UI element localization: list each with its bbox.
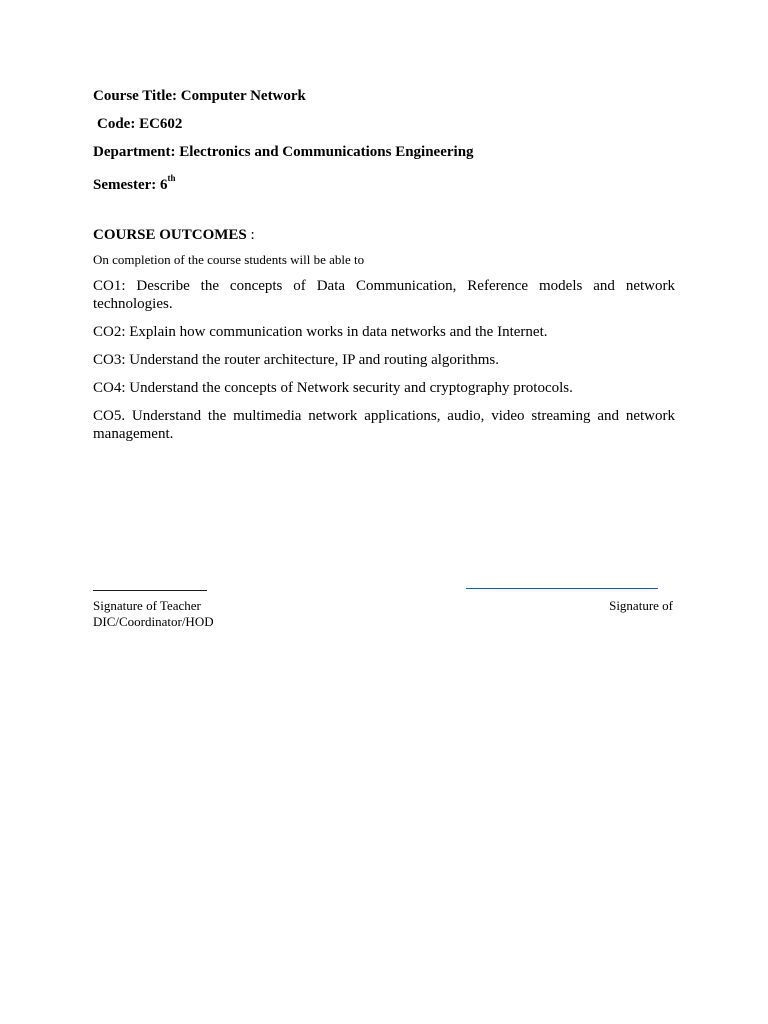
- course-outcome-co2: CO2: Explain how communication works in data networks and the Internet.: [93, 324, 548, 340]
- teacher-signature-label: Signature of Teacher: [93, 598, 201, 613]
- hod-signature-label: Signature of: [609, 598, 673, 613]
- course-outcome-co3: CO3: Understand the router architecture, IP and routing algorithms.: [93, 352, 500, 368]
- signature-section: [93, 588, 675, 648]
- course-outcome-co1: CO1: Describe the concepts of Data Communication, Reference models and network technologies.: [93, 278, 675, 312]
- course-outcome-co5: CO5. Understand the multimedia network applications, audio, video streaming and network management.: [93, 408, 675, 442]
- semester-text: Semester: 6: [93, 177, 168, 193]
- outcomes-intro: On completion of the course students will be able to: [93, 252, 365, 267]
- hod-signature-line: [466, 588, 658, 589]
- course-outcomes-title: COURSE OUTCOMES: [93, 227, 247, 243]
- course-outcomes-colon: :: [246, 227, 255, 243]
- department: Department: Electronics and Communications Engineering: [93, 144, 474, 160]
- course-outcome-co4: CO4: Understand the concepts of Network security and cryptography protocols.: [93, 380, 573, 396]
- hod-signature-continuation: DIC/Coordinator/HOD: [93, 614, 214, 629]
- teacher-signature-line: [93, 590, 207, 591]
- course-outcomes-list: [93, 277, 675, 443]
- course-code: Code: EC602: [97, 116, 183, 132]
- course-title: Course Title: Computer Network: [93, 88, 306, 104]
- semester-ordinal: th: [167, 173, 176, 183]
- semester: [93, 170, 675, 195]
- course-outcomes-heading: [93, 225, 675, 245]
- document-content: [93, 86, 675, 453]
